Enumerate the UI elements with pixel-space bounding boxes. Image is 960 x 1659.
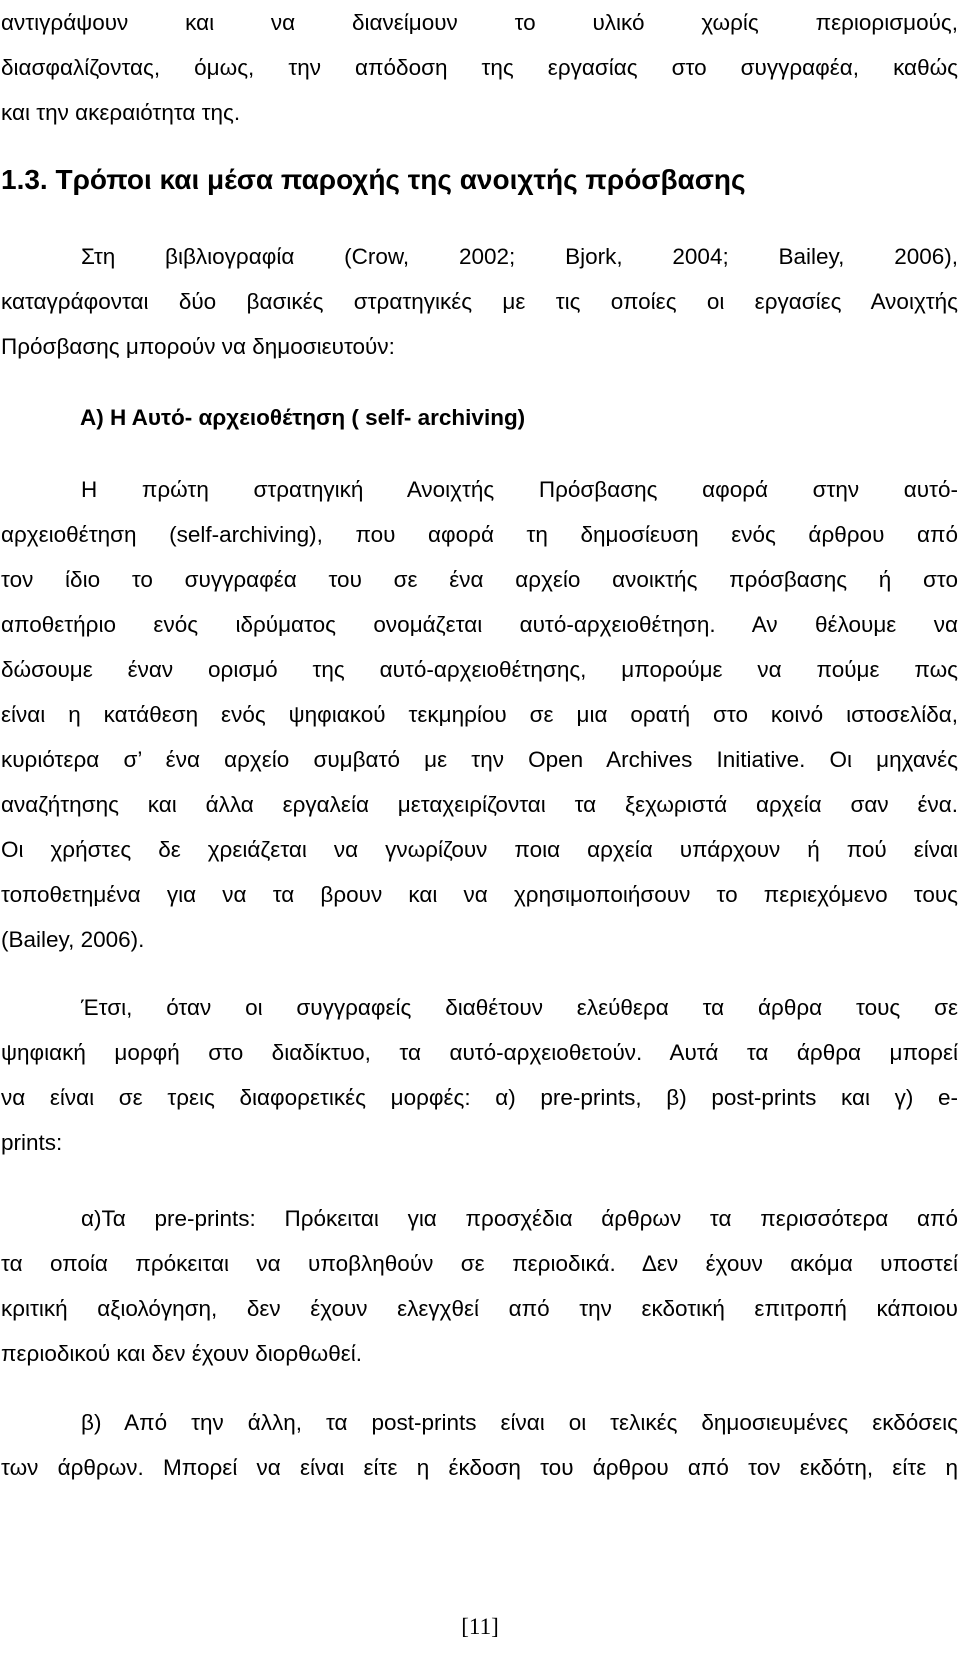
text-line: περιοδικού και δεν έχουν διορθωθεί. bbox=[1, 1341, 362, 1366]
intro-paragraph bbox=[0, 0, 960, 135]
text-line: δώσουμε έναν ορισμό της αυτό-αρχειοθέτησης, μπορούμε να πούμε πως bbox=[1, 657, 958, 682]
strategies-paragraph bbox=[0, 234, 960, 369]
text-line: των άρθρων. Μπορεί να είναι είτε η έκδοση του άρθρου από τον εκδότη, είτε η bbox=[1, 1455, 958, 1480]
text-line: Η πρώτη στρατηγική Ανοιχτής Πρόσβασης αφορά στην αυτό- bbox=[81, 477, 958, 502]
text-line: α)Τα pre-prints: Πρόκειται για προσχέδια άρθρων τα περισσότερα από bbox=[81, 1206, 958, 1231]
text-line: prints: bbox=[1, 1130, 63, 1155]
text-line: Στη βιβλιογραφία (Crow, 2002; Bjork, 2004; Bailey, 2006), bbox=[81, 244, 958, 269]
text-line: Οι χρήστες δε χρειάζεται να γνωρίζουν ποια αρχεία υπάρχουν ή πού είναι bbox=[1, 837, 958, 862]
text-line: αποθετήριο ενός ιδρύματος ονομάζεται αυτό-αρχειοθέτηση. Αν θέλουμε να bbox=[1, 612, 958, 637]
text-line: ψηφιακή μορφή στο διαδίκτυο, τα αυτό-αρχειοθετούν. Αυτά τα άρθρα μπορεί bbox=[1, 1040, 958, 1065]
text-line: Έτσι, όταν οι συγγραφείς διαθέτουν ελεύθερα τα άρθρα τους σε bbox=[81, 995, 958, 1020]
text-line: κριτική αξιολόγηση, δεν έχουν ελεγχθεί από την εκδοτική επιτροπή κάποιου bbox=[1, 1296, 958, 1321]
text-line: β) Από την άλλη, τα post-prints είναι οι τελικές δημοσιευμένες εκδόσεις bbox=[81, 1410, 958, 1435]
text-line: (Bailey, 2006). bbox=[1, 927, 145, 952]
text-line: και την ακεραιότητα της. bbox=[1, 100, 241, 125]
preprints-paragraph bbox=[0, 1196, 960, 1376]
text-line: αντιγράψουν και να διανείμουν το υλικό χωρίς περιορισμούς, bbox=[1, 10, 958, 35]
text-line: τα οποία πρόκειται να υποβληθούν σε περιοδικά. Δεν έχουν ακόμα υποστεί bbox=[1, 1251, 958, 1276]
text-line: Πρόσβασης μπορούν να δημοσιευτούν: bbox=[1, 334, 395, 359]
text-line: διασφαλίζοντας, όμως, την απόδοση της εργασίας στο συγγραφέα, καθώς bbox=[1, 55, 958, 80]
section-heading: 1.3. Τρόποι και μέσα παροχής της ανοιχτής πρόσβασης bbox=[1, 164, 746, 195]
text-line: αναζήτησης και άλλα εργαλεία μεταχειρίζονται τα ξεχωριστά αρχεία σαν ένα. bbox=[1, 792, 958, 817]
self-archiving-paragraph bbox=[0, 467, 960, 962]
text-line: τον ίδιο το συγγραφέα του σε ένα αρχείο ανοικτής πρόσβασης ή στο bbox=[1, 567, 958, 592]
text-line: τοποθετημένα για να τα βρουν και να χρησιμοποιήσουν το περιεχόμενο τους bbox=[1, 882, 958, 907]
text-line: είναι η κατάθεση ενός ψηφιακού τεκμηρίου σε μια ορατή στο κοινό ιστοσελίδα, bbox=[1, 702, 958, 727]
text-line: να είναι σε τρεις διαφορετικές μορφές: α) pre-prints, β) post-prints και γ) e- bbox=[1, 1085, 958, 1110]
text-line: αρχειοθέτηση (self-archiving), που αφορά τη δημοσίευση ενός άρθρου από bbox=[1, 522, 958, 547]
text-line: καταγράφονται δύο βασικές στρατηγικές με τις οποίες οι εργασίες Ανοιχτής bbox=[1, 289, 958, 314]
subsection-heading: Α) Η Αυτό- αρχειοθέτηση ( self- archiving) bbox=[80, 405, 526, 430]
postprints-paragraph bbox=[0, 1400, 960, 1490]
page-number: [11] bbox=[461, 1614, 499, 1639]
forms-paragraph bbox=[0, 985, 960, 1165]
text-line: κυριότερα σ’ ένα αρχείο συμβατό με την Open Archives Initiative. Οι μηχανές bbox=[1, 747, 958, 772]
